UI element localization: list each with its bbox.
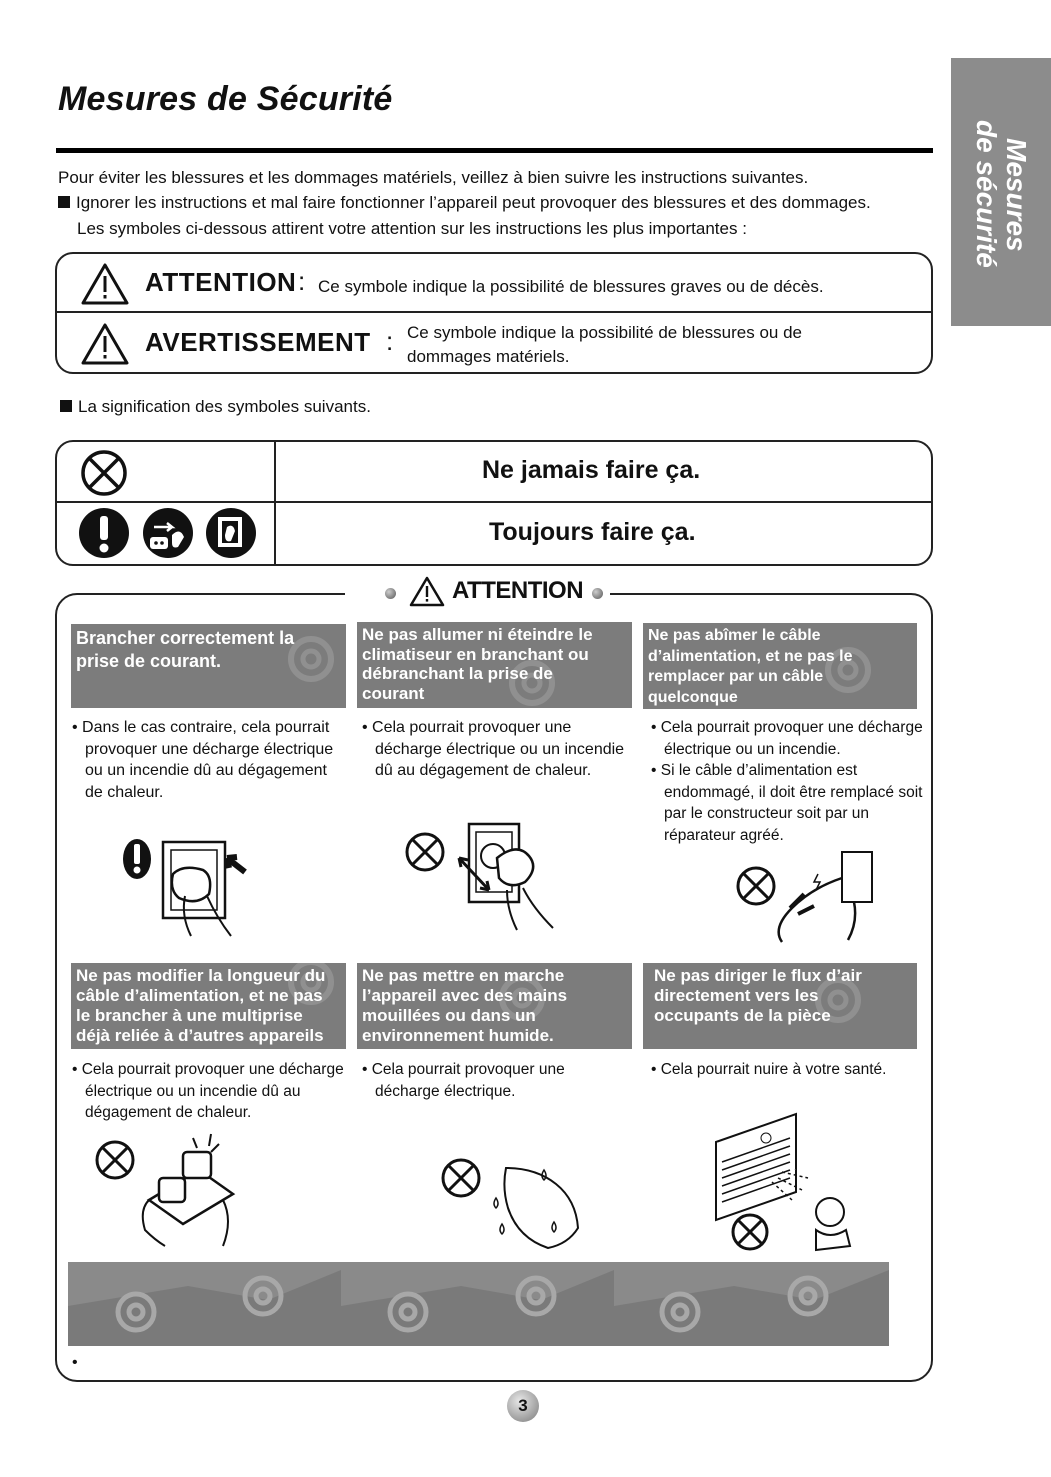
symbol-meaning-vdivider — [274, 442, 276, 564]
card-3-head-l2: d’alimentation, et ne pas le — [648, 647, 853, 665]
card-6-head-l1: Ne pas diriger le flux d’air — [654, 966, 862, 985]
card-2-header — [357, 622, 632, 708]
wet-hands-illustration — [436, 1158, 586, 1256]
card-3-bullet-1-text: Cela pourrait provoquer une décharge électrique ou un incendie. — [660, 719, 923, 758]
title-rule — [56, 148, 933, 153]
card-3-bullet-2: • Si le câble d’alimentation est endommagé, il doit être remplacé soit par le constructeur soit par un réparateur agréé. — [651, 762, 923, 844]
card-3-body — [651, 717, 923, 846]
warning-triangle-icon — [80, 322, 130, 366]
card-3-head-l1: Ne pas abîmer le câble — [648, 627, 821, 644]
card-1-bullet: • Dans le cas contraire, cela pourrait provoquer une décharge électrique ou un incendie dû au dégagement de chaleur. — [72, 719, 334, 801]
card-3-head-l4: quelconque — [648, 688, 738, 706]
plug-switch-illustration — [403, 818, 573, 933]
prohibited-icon — [80, 449, 128, 497]
card-5-head-l3: mouillées ou dans un — [362, 1006, 536, 1025]
card-4-head-l1: Ne pas modifier la longueur du — [76, 966, 326, 985]
card-2-body — [362, 717, 632, 782]
always-do-text: Toujours faire ça. — [489, 518, 696, 546]
card-1-bullet-text: Dans le cas contraire, cela pourrait provoquer une décharge électrique ou un incendie dû au dégagement de chaleur. — [82, 719, 334, 801]
airflow-person-illustration — [712, 1112, 862, 1254]
attention-section-title: ATTENTION — [452, 577, 584, 604]
intro-line-2-text: Ignorer les instructions et mal faire fonctionner l’appareil peut provoquer des blessures et des dommages. — [76, 193, 871, 212]
card-1-head-l1: Brancher correctement la — [76, 628, 295, 648]
card-3-head-l3: remplacer par un câble — [648, 668, 824, 685]
swirl-pattern-decoration — [68, 1262, 889, 1346]
card-3-header — [643, 623, 917, 709]
attention-colon: : — [298, 266, 306, 296]
avertissement-colon: : — [386, 326, 394, 356]
bullet-ball-icon — [385, 588, 396, 599]
attention-label: ATTENTION — [145, 267, 297, 297]
side-tab — [951, 58, 1051, 326]
card-4-head-l3: le brancher à une multiprise — [76, 1006, 303, 1025]
symbol-meaning-hdivider — [57, 501, 931, 503]
card-2-bullet-text: Cela pourrait provoquer une décharge électrique ou un incendie dû au dégagement de chaleur. — [372, 719, 625, 779]
card-5-head-l1: Ne pas mettre en marche — [362, 966, 565, 985]
card-2-head-l3: débranchant la prise de — [362, 664, 553, 683]
card-5-bullet-text: Cela pourrait provoquer une décharge électrique. — [371, 1061, 565, 1100]
card-5-head-l2: l’appareil avec des mains — [362, 986, 568, 1005]
footer-banner — [68, 1262, 889, 1346]
symbol-legend-divider — [57, 311, 931, 313]
card-2-head-l1: Ne pas allumer ni éteindre le — [362, 625, 593, 644]
side-tab-line2: de sécurité — [971, 120, 1002, 268]
card-5-bullet: • Cela pourrait provoquer une décharge électrique. — [362, 1061, 565, 1100]
warning-triangle-icon — [80, 262, 130, 306]
card-4-header — [71, 963, 346, 1049]
card-2-head-l2: climatiseur en branchant ou — [362, 644, 589, 664]
footer-bullet: • — [72, 1354, 78, 1371]
side-tab-line1: Mesures — [1001, 138, 1032, 252]
card-2-bullet: • Cela pourrait provoquer une décharge électrique ou un incendie dû au dégagement de chaleur. — [362, 719, 625, 779]
card-3-bullet-2-text: Si le câble d’alimentation est endommagé, il doit être remplacé soit par le constructeur soit par un réparateur agréé. — [660, 762, 923, 844]
card-4-bullet-text: Cela pourrait provoquer une décharge électrique ou un incendie dû au dégagement de chaleur. — [81, 1061, 344, 1121]
card-1-head-l2: prise de courant. — [76, 651, 222, 671]
card-6-header — [643, 963, 917, 1049]
card-6-bullet: • Cela pourrait nuire à votre santé. — [651, 1061, 887, 1078]
card-6-head-l3: occupants de la pièce — [654, 1006, 831, 1025]
card-5-body — [362, 1059, 632, 1102]
intro-line-2 — [58, 193, 871, 213]
square-bullet-icon — [60, 400, 72, 412]
mandatory-icon — [78, 507, 130, 559]
card-4-bullet: • Cela pourrait provoquer une décharge électrique ou un incendie dû au dégagement de chaleur. — [72, 1061, 344, 1121]
multi-outlet-illustration — [93, 1130, 243, 1248]
card-1-body — [72, 717, 347, 803]
card-1-header — [71, 624, 346, 708]
never-do-text: Ne jamais faire ça. — [482, 456, 701, 484]
page-number: 3 — [507, 1390, 539, 1422]
card-4-body — [72, 1059, 347, 1124]
square-bullet-icon — [58, 196, 70, 208]
plug-insert-illustration — [115, 832, 265, 942]
avertissement-desc-1: Ce symbole indique la possibilité de blessures ou de — [407, 323, 803, 342]
card-4-head-l4: déjà reliée à d’autres appareils — [76, 1026, 324, 1045]
avertissement-desc-2: dommages matériels. — [407, 347, 570, 366]
card-5-header — [357, 963, 632, 1049]
meaning-heading — [60, 397, 371, 417]
card-6-body — [651, 1059, 923, 1081]
card-3-bullet-1: • Cela pourrait provoquer une décharge électrique ou un incendie. — [651, 719, 923, 758]
bullet-ball-icon — [592, 588, 603, 599]
card-6-head-l2: directement vers les — [654, 986, 819, 1005]
warning-triangle-icon — [409, 576, 445, 607]
card-5-head-l4: environnement humide. — [362, 1026, 554, 1045]
intro-line-1: Pour éviter les blessures et les dommages matériels, veillez à bien suivre les instructions suivantes. — [58, 168, 809, 187]
meaning-heading-text: La signification des symboles suivants. — [78, 397, 371, 416]
card-4-head-l2: câble d’alimentation, et ne pas — [76, 986, 323, 1005]
avertissement-label: AVERTISSEMENT — [145, 327, 371, 357]
intro-line-3: Les symboles ci-dessous attirent votre attention sur les instructions les plus importantes : — [77, 219, 747, 238]
card-2-head-l4: courant — [362, 683, 425, 703]
card-6-bullet-text: Cela pourrait nuire à votre santé. — [660, 1061, 887, 1078]
unplug-icon — [142, 507, 194, 559]
ground-outlet-icon — [205, 507, 257, 559]
page-title: Mesures de Sécurité — [58, 80, 393, 118]
cut-cable-illustration — [734, 848, 874, 944]
attention-desc: Ce symbole indique la possibilité de blessures graves ou de décès. — [318, 277, 824, 296]
